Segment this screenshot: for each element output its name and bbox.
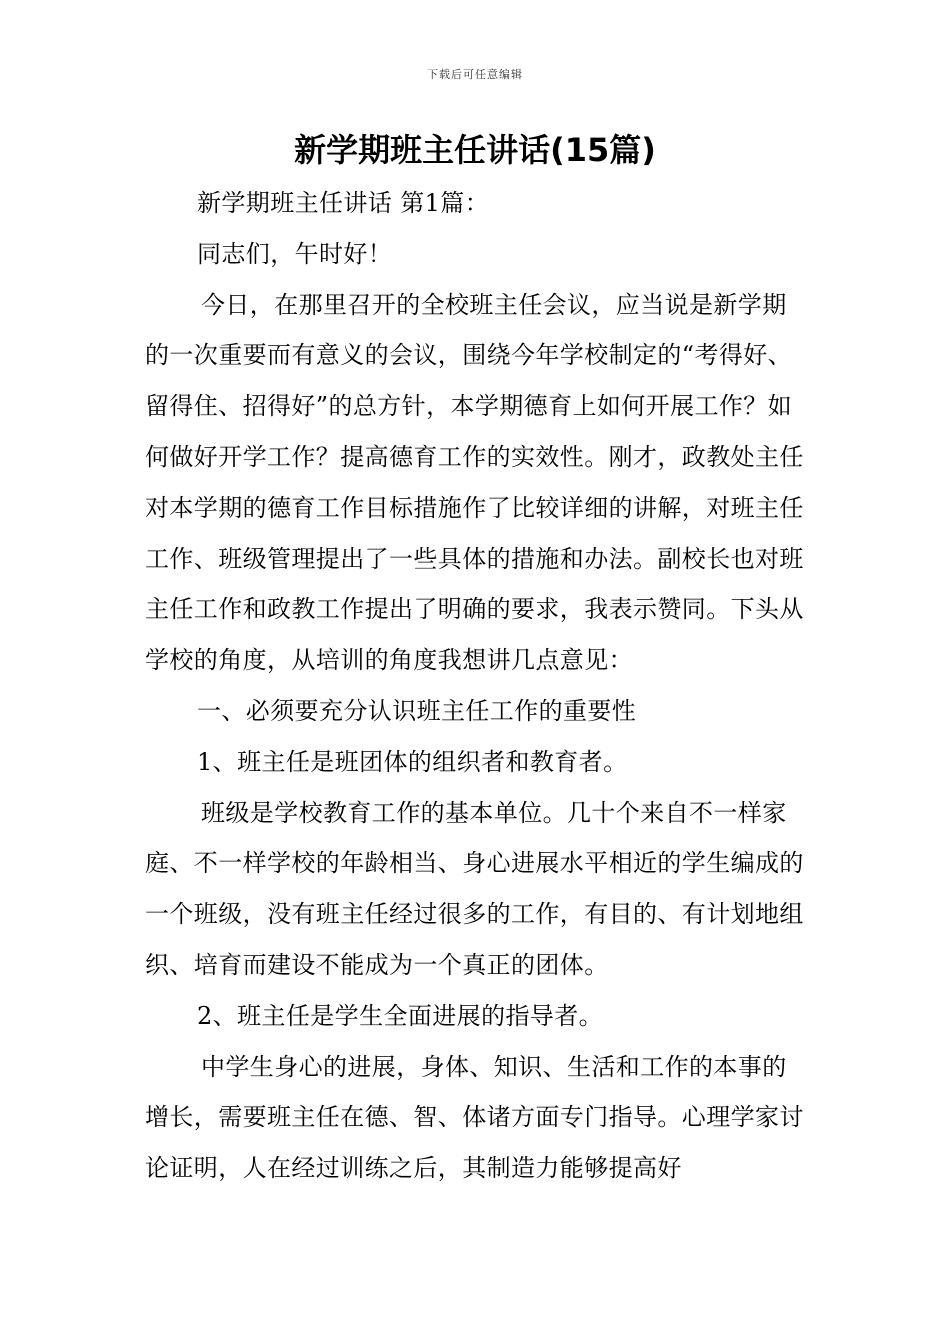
document-title: 新学期班主任讲话(15篇) (294, 131, 656, 169)
paragraph: 今日，在那里召开的全校班主任会议，应当说是新学期的一次重要而有意义的会议，围绕今年学校制定的“考得好、留得住、招得好”的总方针，本学期德育上如何开展工作？如何做好开学工作？提高德育工作的实效性。刚才，政教处主任对本学期的德育工作目标措施作了比较详细的讲解，对班主任工作、班级管理提出了一些具体的措施和办法。副校长也对班主任工作和政教工作提出了明确的要求，我表示赞同。下头从学校的角度，从培训的角度我想讲几点意见： (145, 290, 804, 675)
header-note: 下载后可任意编辑 (427, 68, 523, 81)
paragraph: 中学生身心的进展，身体、知识、生活和工作的本事的增长，需要班主任在德、智、体诸方面专门指导。心理学家讨论证明，人在经过训练之后，其制造力能够提高好 (145, 1052, 804, 1183)
greeting: 同志们，午时好！ (197, 239, 393, 268)
section-heading: 新学期班主任讲话 第1篇： (197, 189, 490, 217)
point-heading: 一、必须要充分认识班主任工作的重要性 (197, 696, 637, 725)
subpoint-heading: 1、班主任是班团体的组织者和教育者。 (197, 747, 628, 776)
subpoint-heading: 2、班主任是学生全面进展的指导者。 (197, 1001, 604, 1030)
paragraph: 班级是学校教育工作的基本单位。几十个来自不一样家庭、不一样学校的年龄相当、身心进展水平相近的学生编成的一个班级，没有班主任经过很多的工作，有目的、有计划地组织、培育而建设不能成为一个真正的团体。 (145, 798, 804, 979)
document-body (145, 178, 810, 1194)
